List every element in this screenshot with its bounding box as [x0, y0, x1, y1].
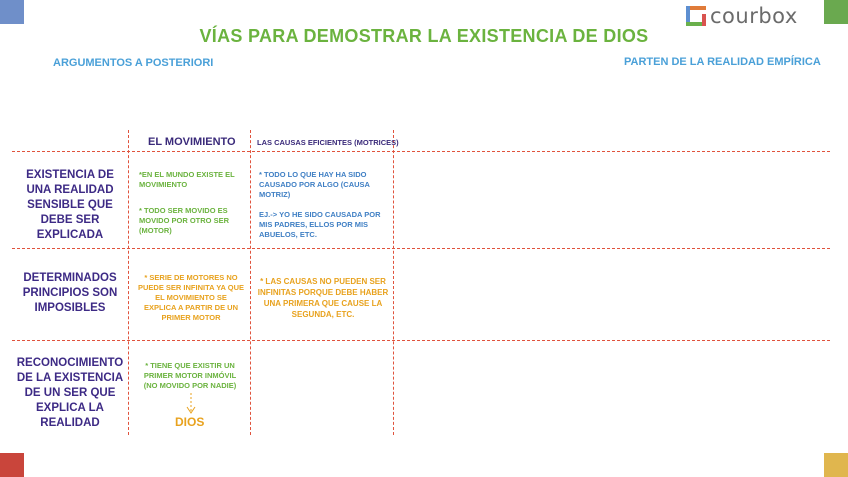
grid-line-vertical-2 [250, 130, 251, 435]
conclusion-dios: DIOS [175, 415, 205, 429]
cell-r1-c1-b: * TODO SER MOVIDO ES MOVIDO POR OTRO SER (MOTOR) [139, 206, 230, 235]
corner-square-top-left [0, 0, 24, 24]
cell-r1-c2-b: EJ.-> YO HE SIDO CAUSADA POR MIS PADRES, ELLOS POR MIS ABUELOS, ETC. [259, 210, 381, 239]
cell-r2-c1: * SERIE DE MOTORES NO PUEDE SER INFINITA YA QUE EL MOVIMIENTO SE EXPLICA A PARTIR DE UN PRIMER MOTOR [138, 273, 244, 322]
subtitle-left: ARGUMENTOS A POSTERIORI [53, 57, 214, 69]
cell-r1-c1-a: *EN EL MUNDO EXISTE EL MOVIMIENTO [139, 170, 235, 189]
row-header-1: EXISTENCIA DE UNA REALIDAD SENSIBLE QUE DEBE SER EXPLICADA [26, 169, 114, 241]
subtitle-right: PARTEN DE LA REALIDAD EMPÍRICA [624, 56, 821, 68]
corner-square-bottom-left [0, 453, 24, 477]
row-header-2: DETERMINADOS PRINCIPIOS SON IMPOSIBLES [22, 272, 118, 314]
grid-line-horizontal-1 [12, 151, 830, 152]
logo-text: courbox [710, 4, 798, 28]
column-header-causas: LAS CAUSAS EFICIENTES (MOTRICES) [257, 138, 399, 147]
courbox-logo-mark-icon [686, 6, 706, 26]
corner-square-top-right [824, 0, 848, 24]
grid-line-horizontal-2 [12, 248, 830, 249]
cell-r2-c2: * LAS CAUSAS NO PUEDEN SER INFINITAS PORQUE DEBE HABER UNA PRIMERA QUE CAUSE LA SEGUNDA, ETC. [257, 277, 389, 319]
column-header-movimiento: EL MOVIMIENTO [148, 136, 236, 148]
page-title: VÍAS PARA DEMOSTRAR LA EXISTENCIA DE DIOS [199, 26, 649, 46]
grid-line-vertical-3 [393, 130, 394, 435]
cell-r1-c2-a: * TODO LO QUE HAY HA SIDO CAUSADO POR ALGO (CAUSA MOTRIZ) [259, 170, 370, 199]
cell-r3-c1: * TIENE QUE EXISTIR UN PRIMER MOTOR INMÓVIL (NO MOVIDO POR NADIE) [143, 361, 237, 390]
corner-square-bottom-right [824, 453, 848, 477]
row-header-3: RECONOCIMIENTO DE LA EXISTENCIA DE UN SER QUE EXPLICA LA REALIDAD [16, 357, 124, 429]
grid-line-horizontal-3 [12, 340, 830, 341]
down-arrow-icon [185, 393, 197, 415]
